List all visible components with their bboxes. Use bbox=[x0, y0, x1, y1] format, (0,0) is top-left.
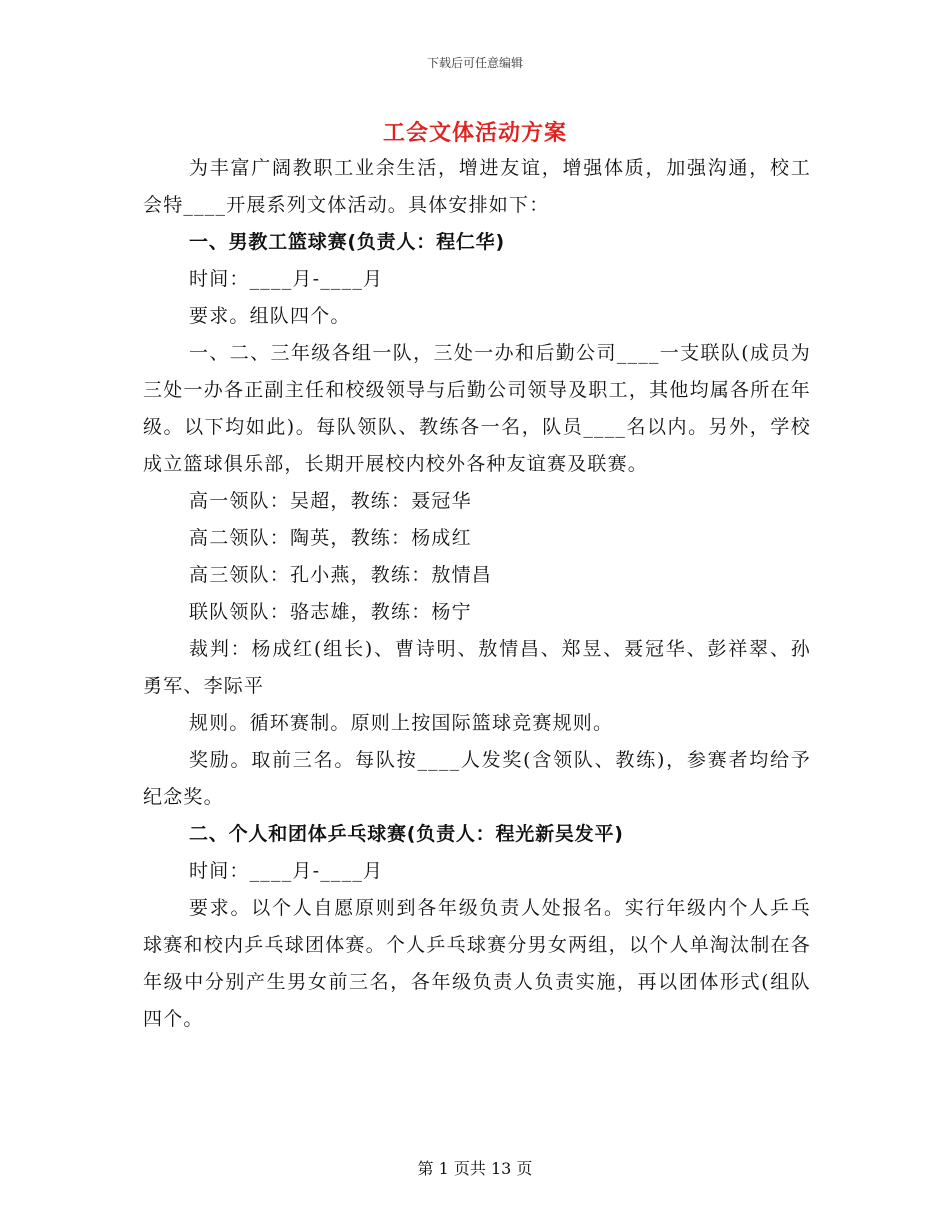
paragraph: 要求。以个人自愿原则到各年级负责人处报名。实行年级内个人乒乓球赛和校内乒乓球团体赛。个人乒乓球赛分男女两组，以个人单淘汰制在各年级中分别产生男女前三名，各年级负责人负责实施，再以团体形式(组队四个。 bbox=[143, 897, 811, 1030]
paragraph: 高二领队：陶英，教练：杨成红 bbox=[189, 527, 472, 549]
document-body bbox=[143, 150, 811, 1038]
document-title: 工会文体活动方案 bbox=[382, 121, 567, 146]
paragraph: 一、二、三年级各组一队，三处一办和后勤公司____一支联队(成员为三处一办各正副主任和校级领导与后勤公司领导及职工，其他均属各所在年级。以下均如此)。每队领队、教练各一名，队员____名以内。另外，学校成立篮球俱乐部，长期开展校内校外各种友谊赛及联赛。 bbox=[143, 342, 811, 475]
paragraph: 高一领队：吴超，教练：聂冠华 bbox=[189, 490, 472, 512]
paragraph: 奖励。取前三名。每队按____人发奖(含领队、教练)，参赛者均给予纪念奖。 bbox=[143, 749, 811, 808]
paragraph: 联队领队：骆志雄，教练：杨宁 bbox=[189, 601, 472, 623]
section-heading-basketball: 一、男教工篮球赛(负责人：程仁华) bbox=[189, 231, 505, 253]
paragraph-intro: 为丰富广阔教职工业余生活，增进友谊，增强体质，加强沟通，校工会特____开展系列文体活动。具体安排如下： bbox=[143, 157, 811, 216]
header-note: 下载后可任意编辑 bbox=[426, 56, 523, 70]
paragraph: 时间：____月-____月 bbox=[189, 268, 384, 290]
page-footer: 第 1 页共 13 页 bbox=[417, 1159, 533, 1178]
paragraph: 时间：____月-____月 bbox=[189, 860, 384, 882]
paragraph: 要求。组队四个。 bbox=[189, 305, 351, 327]
paragraph: 裁判：杨成红(组长)、曹诗明、敖情昌、郑昱、聂冠华、彭祥翠、孙勇军、李际平 bbox=[143, 638, 811, 697]
paragraph: 规则。循环赛制。原则上按国际篮球竞赛规则。 bbox=[189, 712, 614, 734]
section-heading-table-tennis: 二、个人和团体乒乓球赛(负责人：程光新吴发平) bbox=[189, 823, 624, 845]
paragraph: 高三领队：孔小燕，教练：敖情昌 bbox=[189, 564, 493, 586]
